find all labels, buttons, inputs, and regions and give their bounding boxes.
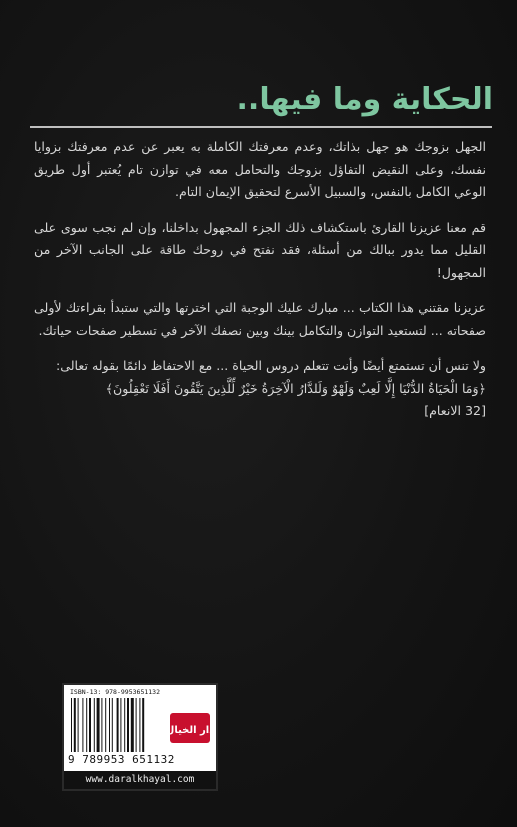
intro-to-verse: ولا تنس أن تستمتع أيضًا وأنت تتعلم دروس الحياة ... مع الاحتفاظ دائمًا بقوله تعالى:: [55, 358, 486, 373]
publisher-logo-text: دار الخيال: [165, 725, 215, 736]
blurb-paragraph-3: عزيزنا مقتني هذا الكتاب ... مبارك عليك الوجبة التي اخترتها والتي ستبدأ بقراءتك لأولى صفحاته ... لتستعيد التوازن والتكامل بينك وبين نصفك الآخر في تسطير صفحات حياتك.: [34, 300, 486, 338]
isbn-barcode-box: [62, 683, 218, 791]
isbn-number: 9 789953 651132: [68, 753, 175, 766]
barcode: [70, 698, 166, 752]
back-cover-title: الحكاية وما فيها..: [236, 82, 493, 117]
title-divider: [30, 126, 492, 128]
blurb-paragraph-1: الجهل بزوجك هو جهل بذاتك، وعدم معرفتك الكاملة به يعبر عن عدم معرفتك بزوايا نفسك، وعلى النقيض التفاؤل بزوجك والتحامل معه في توازن تام يُعتبر أول طريق الوعي الكامل بالنفس، والسبيل الأسرع لتحقيق الإيمان التام.: [34, 139, 486, 199]
blurb-paragraph-2: قم معنا عزيزنا القارئ باستكشاف ذلك الجزء المجهول بداخلنا، وإن لم نجب سوى على القليل مما يدور ببالك من أسئلة، فقد نفتح في روحك طاقة على الجانب الآخر من المجهول!: [34, 219, 486, 280]
publisher-website: www.daralkhayal.com: [64, 771, 216, 789]
publisher-logo: [165, 709, 215, 749]
blurb-text: [34, 136, 486, 436]
verse-reference: [32 الانعام]: [424, 403, 486, 418]
quran-verse: ﴿وَمَا الْحَيَاةُ الدُّنْيَا إِلَّا لَعِبٌ وَلَهْوٌ وَلَلدَّارُ الْآخِرَةُ خَيْرٌ لِّلَّذِينَ يَتَّقُونَ أَفَلَا تَعْقِلُونَ﴾: [105, 380, 486, 396]
isbn-label: ISBN-13: 978-9953651132: [70, 688, 161, 696]
blurb-paragraph-4: [34, 355, 486, 423]
